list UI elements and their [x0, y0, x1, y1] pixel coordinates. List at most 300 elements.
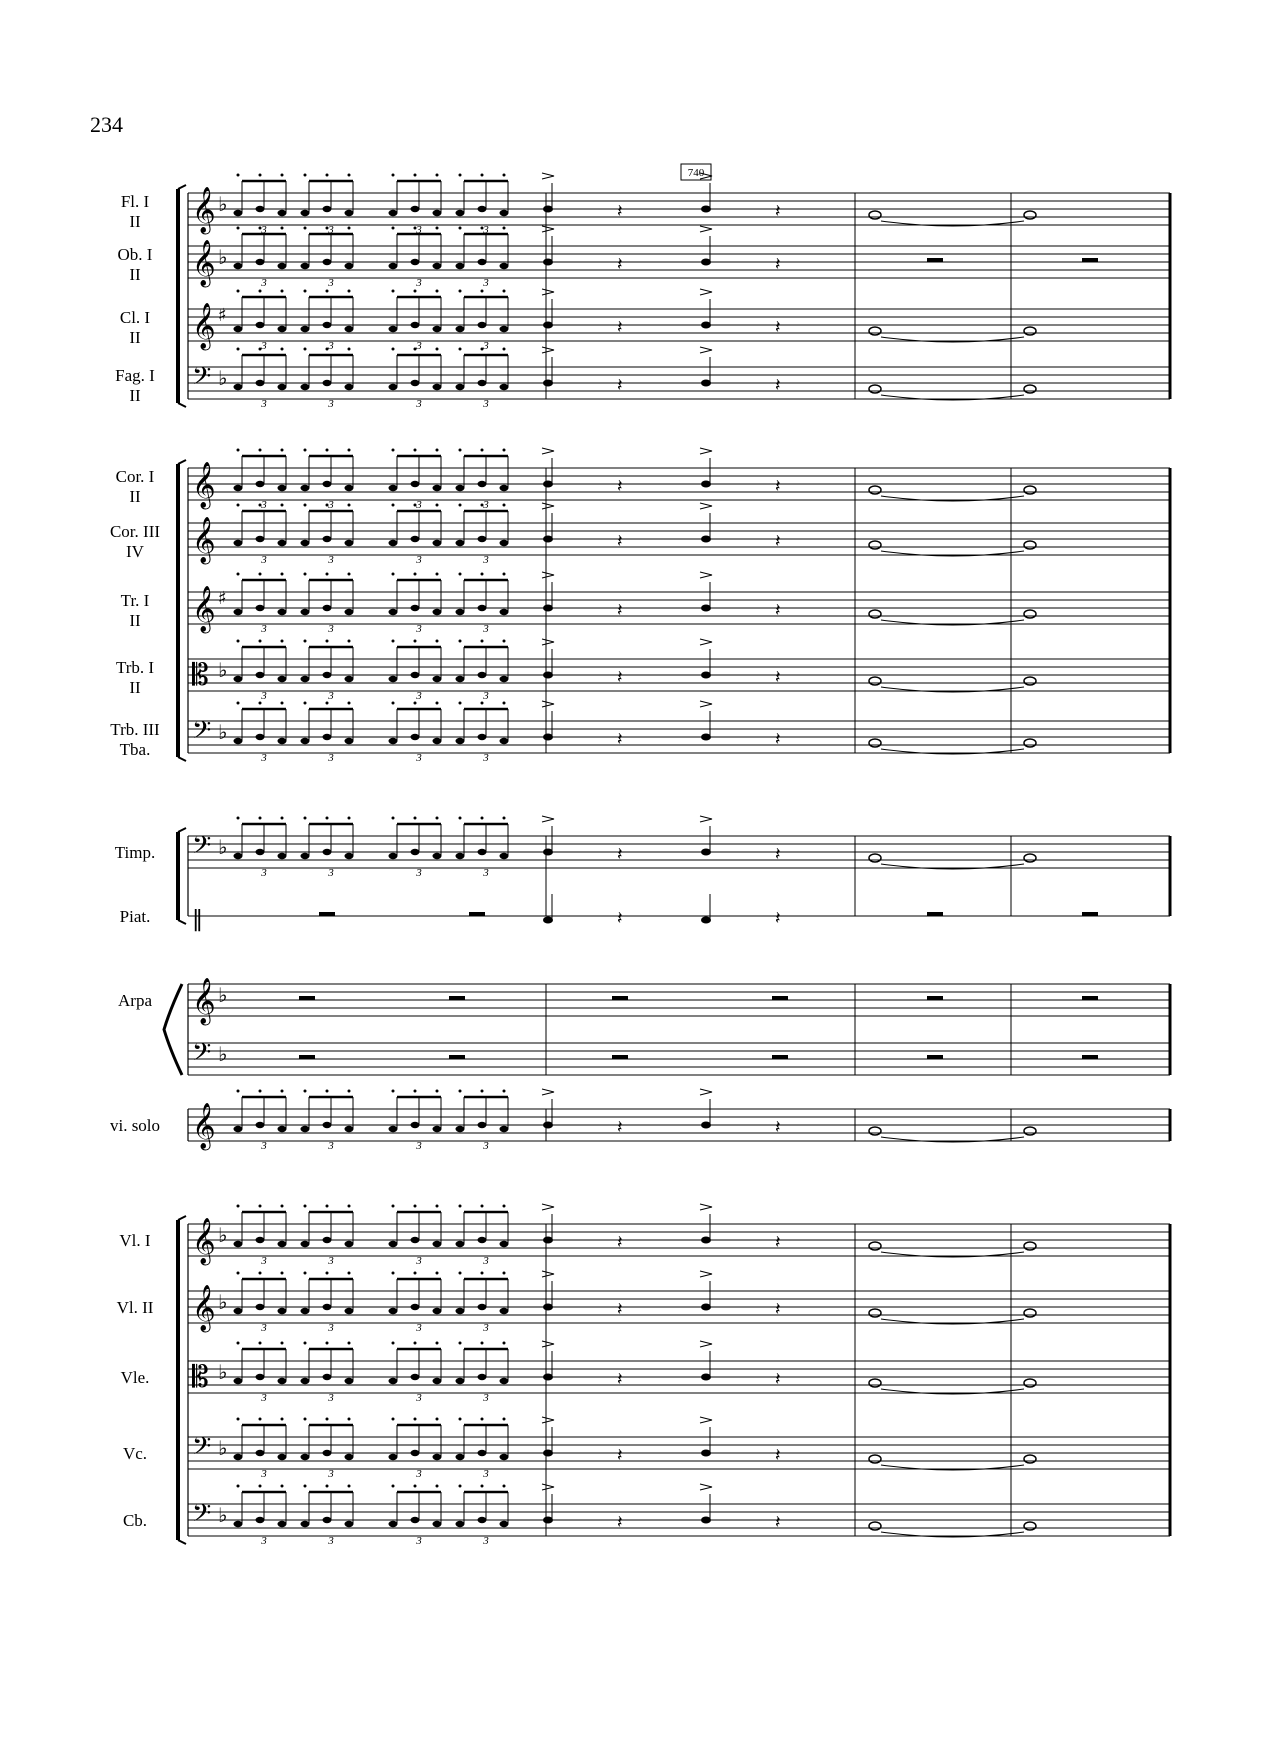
note-head — [234, 485, 243, 491]
bracket-hook-top — [178, 1216, 186, 1220]
note-head — [234, 1241, 243, 1247]
staccato-dot — [326, 290, 329, 293]
whole-rest — [772, 1055, 788, 1059]
instrument-name: Vc. — [122, 1444, 148, 1463]
note-head — [256, 734, 265, 740]
staccato-dot — [348, 174, 351, 177]
note-head — [478, 1237, 487, 1243]
staccato-dot — [259, 1272, 262, 1275]
staccato-dot — [503, 573, 506, 576]
note-head — [256, 1374, 265, 1380]
note-head — [256, 1237, 265, 1243]
instrument-name-sub: IV — [126, 542, 144, 561]
bracket-hook-bottom — [178, 757, 186, 761]
half-note-head — [869, 1242, 881, 1250]
staccato-dot — [459, 573, 462, 576]
whole-rest — [449, 996, 465, 1000]
staccato-dot — [436, 1485, 439, 1488]
clef-symbol: 𝄞 — [192, 240, 216, 286]
note-head — [301, 676, 310, 682]
staccato-dot — [237, 640, 240, 643]
accent-mark — [700, 816, 712, 822]
quarter-rest: 𝄽 — [775, 600, 781, 621]
staccato-dot — [392, 174, 395, 177]
staccato-dot — [459, 1272, 462, 1275]
staccato-dot — [459, 1485, 462, 1488]
note-head — [301, 609, 310, 615]
staccato-dot — [481, 817, 484, 820]
quarter-rest: 𝄽 — [617, 1232, 623, 1253]
whole-rest — [612, 1055, 628, 1059]
tuplet-number: 3 — [328, 690, 334, 702]
staccato-dot — [304, 1272, 307, 1275]
tuplet-number: 3 — [261, 1535, 267, 1547]
note-head — [478, 259, 487, 265]
staccato-dot — [459, 290, 462, 293]
staccato-dot — [326, 174, 329, 177]
note-head — [411, 536, 420, 542]
staccato-dot — [436, 1272, 439, 1275]
note-head — [301, 738, 310, 744]
note-head — [433, 485, 442, 491]
accent-mark — [542, 1417, 554, 1423]
staccato-dot — [281, 504, 284, 507]
note-head — [478, 1304, 487, 1310]
note-head — [411, 1122, 420, 1128]
tuplet-number: 3 — [328, 340, 334, 352]
note-head — [478, 1450, 487, 1456]
note-head — [389, 210, 398, 216]
staccato-dot — [304, 504, 307, 507]
instrument-name: Timp. — [114, 843, 156, 862]
tuplet-number: 3 — [328, 1140, 334, 1152]
staccato-dot — [392, 702, 395, 705]
staccato-dot — [503, 702, 506, 705]
staccato-dot — [304, 1485, 307, 1488]
note-head — [411, 1304, 420, 1310]
instrument-name-sub: II — [129, 386, 141, 405]
quarter-rest: 𝄽 — [617, 908, 623, 929]
clef-symbol: 𝄞 — [192, 187, 216, 233]
half-note-head — [869, 739, 881, 747]
staccato-dot — [348, 817, 351, 820]
note-head — [500, 1308, 509, 1314]
clef-symbol: 𝄞 — [192, 978, 216, 1024]
tuplet-number: 3 — [261, 752, 267, 764]
tuplet-number: 3 — [416, 398, 422, 410]
note-head — [256, 605, 265, 611]
staccato-dot — [503, 449, 506, 452]
staccato-dot — [348, 449, 351, 452]
note-head — [345, 853, 354, 859]
note-head — [389, 263, 398, 269]
staccato-dot — [237, 227, 240, 230]
note-head — [411, 380, 420, 386]
staccato-dot — [392, 449, 395, 452]
staccato-dot — [304, 1090, 307, 1093]
instrument-name-sub: II — [129, 265, 141, 284]
tuplet-number: 3 — [416, 1255, 422, 1267]
accent-mark — [542, 1484, 554, 1490]
note-head — [411, 481, 420, 487]
quarter-rest: 𝄽 — [775, 254, 781, 275]
note-head — [433, 326, 442, 332]
accent-mark — [700, 1341, 712, 1347]
clef-symbol: 𝄢 — [192, 1499, 212, 1534]
staccato-dot — [281, 449, 284, 452]
staccato-dot — [259, 504, 262, 507]
instrument-name: Arpa — [118, 991, 152, 1010]
note-head — [411, 1517, 420, 1523]
staccato-dot — [436, 1418, 439, 1421]
note-head — [345, 326, 354, 332]
tuplet-number: 3 — [328, 224, 334, 236]
note-head — [456, 676, 465, 682]
note-head — [456, 1521, 465, 1527]
staccato-dot — [326, 817, 329, 820]
note-head — [411, 259, 420, 265]
note-head — [234, 540, 243, 546]
note-head — [456, 485, 465, 491]
tuplet-number: 3 — [328, 277, 334, 289]
staccato-dot — [436, 504, 439, 507]
note-head — [456, 1241, 465, 1247]
tuplet-number: 3 — [261, 1468, 267, 1480]
note-head — [278, 1241, 287, 1247]
staccato-dot — [281, 1090, 284, 1093]
note-head — [301, 1378, 310, 1384]
accent-mark — [700, 226, 712, 232]
half-note-head — [869, 1379, 881, 1387]
staccato-dot — [414, 573, 417, 576]
whole-rest — [927, 996, 943, 1000]
half-note-head — [869, 327, 881, 335]
note-head — [433, 676, 442, 682]
note-head — [478, 672, 487, 678]
note-head — [256, 481, 265, 487]
half-note-head — [869, 610, 881, 618]
staccato-dot — [237, 348, 240, 351]
staccato-dot — [348, 640, 351, 643]
accent-mark — [542, 1204, 554, 1210]
note-head — [256, 380, 265, 386]
tuplet-number: 3 — [483, 1392, 489, 1404]
note-head — [278, 384, 287, 390]
staccato-dot — [414, 504, 417, 507]
instrument-name: Ob. I — [117, 245, 153, 264]
tuplet-number: 3 — [328, 1468, 334, 1480]
staccato-dot — [259, 640, 262, 643]
staccato-dot — [348, 1205, 351, 1208]
staccato-dot — [436, 817, 439, 820]
staccato-dot — [392, 504, 395, 507]
staccato-dot — [459, 817, 462, 820]
staccato-dot — [503, 1272, 506, 1275]
staccato-dot — [237, 449, 240, 452]
tuplet-number: 3 — [261, 398, 267, 410]
note-head — [278, 609, 287, 615]
tuplet-number: 3 — [416, 1140, 422, 1152]
staccato-dot — [436, 1342, 439, 1345]
staccato-dot — [503, 1205, 506, 1208]
staccato-dot — [326, 640, 329, 643]
accent-mark — [700, 1484, 712, 1490]
quarter-rest: 𝄽 — [775, 531, 781, 552]
note-head — [323, 734, 332, 740]
instrument-name: Cor. III — [109, 522, 161, 541]
staccato-dot — [348, 1342, 351, 1345]
note-head — [411, 322, 420, 328]
staccato-dot — [503, 1090, 506, 1093]
staccato-dot — [237, 290, 240, 293]
staccato-dot — [259, 227, 262, 230]
note-head — [301, 263, 310, 269]
note-head — [323, 1517, 332, 1523]
note-head — [256, 1304, 265, 1310]
instrument-name-sub: Tba. — [119, 740, 151, 759]
instrument-name: Cor. I — [115, 467, 155, 486]
bracket-hook-bottom — [178, 1540, 186, 1544]
tuplet-number: 3 — [416, 867, 422, 879]
key-signature-flat: ♭ — [218, 983, 228, 1007]
tuplet-number: 3 — [416, 277, 422, 289]
staccato-dot — [237, 817, 240, 820]
staccato-dot — [281, 1342, 284, 1345]
staccato-dot — [392, 1418, 395, 1421]
staccato-dot — [348, 504, 351, 507]
note-head — [345, 676, 354, 682]
note-head — [323, 1122, 332, 1128]
accent-mark — [542, 572, 554, 578]
staccato-dot — [281, 640, 284, 643]
staccato-dot — [281, 1272, 284, 1275]
clef-symbol: 𝄞 — [192, 517, 216, 563]
key-signature-flat: ♭ — [218, 1436, 228, 1460]
clef-symbol: 𝄢 — [192, 831, 212, 866]
accent-mark — [700, 347, 712, 353]
staccato-dot — [414, 1485, 417, 1488]
half-note-head — [869, 486, 881, 494]
quarter-rest: 𝄽 — [775, 1117, 781, 1138]
staccato-dot — [414, 640, 417, 643]
note-head — [456, 263, 465, 269]
tuplet-number: 3 — [416, 554, 422, 566]
staccato-dot — [436, 227, 439, 230]
note-head — [301, 326, 310, 332]
tuplet-number: 3 — [483, 1535, 489, 1547]
half-note-head — [869, 1522, 881, 1530]
note-head — [234, 1308, 243, 1314]
staccato-dot — [459, 640, 462, 643]
note-head — [256, 322, 265, 328]
tuplet-number: 3 — [261, 1392, 267, 1404]
accent-mark — [700, 639, 712, 645]
tuplet-number: 3 — [483, 340, 489, 352]
quarter-rest: 𝄽 — [775, 1512, 781, 1533]
whole-rest — [927, 1055, 943, 1059]
staccato-dot — [304, 817, 307, 820]
staccato-dot — [237, 1205, 240, 1208]
half-note-head — [1024, 1522, 1036, 1530]
instrument-name: Fl. I — [120, 192, 150, 211]
staccato-dot — [414, 348, 417, 351]
staccato-dot — [481, 449, 484, 452]
accent-mark — [542, 1089, 554, 1095]
staccato-dot — [237, 1272, 240, 1275]
note-head — [256, 536, 265, 542]
staccato-dot — [237, 573, 240, 576]
tuplet-number: 3 — [328, 1392, 334, 1404]
tuplet-number: 3 — [328, 398, 334, 410]
note-head — [433, 609, 442, 615]
bracket-hook-bottom — [178, 403, 186, 407]
instrument-name: Vl. II — [116, 1298, 154, 1317]
note-head — [323, 1304, 332, 1310]
note-head — [433, 1378, 442, 1384]
note-head — [478, 380, 487, 386]
note-head — [389, 326, 398, 332]
staccato-dot — [481, 174, 484, 177]
staccato-dot — [326, 504, 329, 507]
staccato-dot — [304, 1342, 307, 1345]
whole-rest — [1082, 1055, 1098, 1059]
clef-symbol: 𝄞 — [192, 1218, 216, 1264]
accent-mark — [700, 289, 712, 295]
tuplet-number: 3 — [328, 1535, 334, 1547]
quarter-rest: 𝄽 — [775, 908, 781, 929]
staccato-dot — [481, 1090, 484, 1093]
tuplet-number: 3 — [261, 499, 267, 511]
note-head — [411, 1237, 420, 1243]
note-head — [345, 1454, 354, 1460]
staccato-dot — [348, 1418, 351, 1421]
tuplet-number: 3 — [328, 1255, 334, 1267]
tuplet-number: 3 — [483, 1468, 489, 1480]
staccato-dot — [304, 227, 307, 230]
bracket-hook-top — [178, 185, 186, 189]
staccato-dot — [459, 227, 462, 230]
staccato-dot — [414, 817, 417, 820]
key-signature-flat: ♭ — [218, 245, 228, 269]
instrument-name-sub: II — [129, 487, 141, 506]
whole-rest — [299, 1055, 315, 1059]
instrument-name: Fag. I — [115, 366, 155, 385]
note-head — [345, 738, 354, 744]
accent-mark — [542, 639, 554, 645]
note-head — [345, 1308, 354, 1314]
note-head — [256, 1450, 265, 1456]
note-head — [234, 738, 243, 744]
quarter-rest: 𝄽 — [775, 1445, 781, 1466]
tuplet-number: 3 — [261, 277, 267, 289]
instrument-names-layer — [110, 187, 227, 1534]
half-note-head — [1024, 1127, 1036, 1135]
tuplet-number: 3 — [261, 340, 267, 352]
tuplet-number: 3 — [416, 690, 422, 702]
staccato-dot — [503, 1485, 506, 1488]
note-head — [456, 1378, 465, 1384]
half-note-head — [1024, 1379, 1036, 1387]
note-head — [389, 1308, 398, 1314]
staccato-dot — [348, 227, 351, 230]
note-head — [389, 1454, 398, 1460]
staccato-dot — [304, 449, 307, 452]
note-head — [456, 1454, 465, 1460]
note-head — [301, 1241, 310, 1247]
bracket-hook-top — [178, 828, 186, 832]
half-note-head — [1024, 610, 1036, 618]
note-head — [500, 1126, 509, 1132]
note-head — [389, 738, 398, 744]
note-head — [323, 380, 332, 386]
instrument-name: Vle. — [120, 1368, 150, 1387]
note-head — [500, 1454, 509, 1460]
staccato-dot — [436, 348, 439, 351]
staccato-dot — [414, 702, 417, 705]
staccato-dot — [259, 573, 262, 576]
staccato-dot — [259, 449, 262, 452]
staccato-dot — [436, 174, 439, 177]
note-head — [345, 1378, 354, 1384]
staccato-dot — [326, 227, 329, 230]
note-head — [389, 485, 398, 491]
note-head — [411, 734, 420, 740]
staccato-dot — [436, 573, 439, 576]
note-head — [411, 672, 420, 678]
staccato-dot — [414, 1418, 417, 1421]
note-head — [478, 1517, 487, 1523]
staccato-dot — [326, 1272, 329, 1275]
half-note-head — [1024, 385, 1036, 393]
staccato-dot — [281, 817, 284, 820]
quarter-rest: 𝄽 — [617, 667, 623, 688]
whole-rest — [927, 912, 943, 916]
accent-mark — [542, 816, 554, 822]
staccato-dot — [481, 290, 484, 293]
note-head — [500, 609, 509, 615]
note-head — [500, 1378, 509, 1384]
accent-mark — [542, 289, 554, 295]
half-note-head — [869, 541, 881, 549]
staccato-dot — [259, 1342, 262, 1345]
staccato-dot — [436, 702, 439, 705]
quarter-rest: 𝄽 — [775, 317, 781, 338]
tuplet-number: 3 — [416, 499, 422, 511]
staccato-dot — [326, 702, 329, 705]
quarter-rest: 𝄽 — [617, 1512, 623, 1533]
note-head — [234, 1454, 243, 1460]
staccato-dot — [436, 449, 439, 452]
note-head — [456, 1126, 465, 1132]
note-head — [323, 536, 332, 542]
tuplet-number: 3 — [261, 1322, 267, 1334]
key-signature-sharp: ♯ — [218, 588, 227, 609]
note-head — [278, 210, 287, 216]
quarter-rest: 𝄽 — [617, 1117, 623, 1138]
staccato-dot — [281, 702, 284, 705]
note-head — [478, 849, 487, 855]
staccato-dot — [459, 1342, 462, 1345]
tuplet-number: 3 — [483, 224, 489, 236]
note-head — [256, 849, 265, 855]
tuplet-number: 3 — [328, 752, 334, 764]
half-note-head — [869, 1309, 881, 1317]
staccato-dot — [481, 227, 484, 230]
bracket-hook-top — [178, 460, 186, 464]
tuplet-number: 3 — [483, 554, 489, 566]
staccato-dot — [414, 1205, 417, 1208]
staccato-dot — [326, 573, 329, 576]
